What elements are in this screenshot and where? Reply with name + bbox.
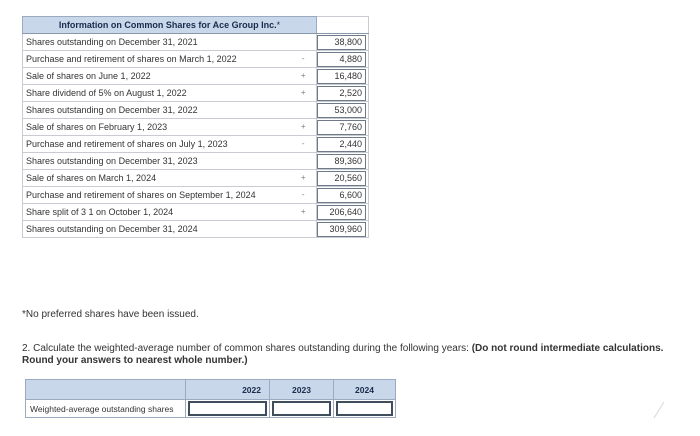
share-info-label: Share split of 3 1 on October 1, 2024 — [23, 204, 291, 221]
share-info-value-cell — [317, 34, 369, 51]
share-info-label: Share dividend of 5% on August 1, 2022 — [23, 85, 291, 102]
share-info-table — [22, 16, 369, 238]
answer-header-2023: 2023 — [270, 380, 334, 400]
share-info-sign: + — [291, 68, 317, 85]
share-info-value-cell — [317, 153, 369, 170]
answer-header-row — [26, 380, 396, 400]
share-info-sign: + — [291, 170, 317, 187]
footnote: *No preferred shares have been issued. — [22, 309, 199, 320]
share-info-label: Purchase and retirement of shares on September 1, 2024 — [23, 187, 291, 204]
share-info-label: Purchase and retirement of shares on July 1, 2023 — [23, 136, 291, 153]
share-info-value-cell — [317, 102, 369, 119]
share-info-value-cell — [317, 221, 369, 238]
share-info-value-cell — [317, 170, 369, 187]
question-prompt: 2. Calculate the weighted-average number of common shares outstanding during the following years: — [22, 343, 469, 354]
share-info-row — [23, 187, 369, 204]
answer-cell-2023 — [270, 400, 334, 418]
share-info-label: Shares outstanding on December 31, 2023 — [23, 153, 291, 170]
share-info-value-cell — [317, 68, 369, 85]
share-info-sign: - — [291, 51, 317, 68]
answer-row — [26, 400, 396, 418]
answer-table — [25, 379, 396, 418]
share-info-value-cell — [317, 51, 369, 68]
share-info-body — [23, 34, 369, 238]
pen-mark-icon — [652, 400, 666, 420]
answer-input-2022[interactable] — [188, 401, 267, 416]
answer-row-label: Weighted-average outstanding shares — [26, 400, 186, 418]
share-info-sign — [291, 153, 317, 170]
share-info-label: Sale of shares on March 1, 2024 — [23, 170, 291, 187]
share-info-row — [23, 221, 369, 238]
answer-cell-2024 — [334, 400, 396, 418]
share-info-value-cell — [317, 119, 369, 136]
share-info-label: Sale of shares on February 1, 2023 — [23, 119, 291, 136]
share-info-row — [23, 204, 369, 221]
answer-cell-2022 — [186, 400, 270, 418]
share-info-value: 206,640 — [317, 205, 366, 220]
share-info-value-cell — [317, 204, 369, 221]
share-info-sign: - — [291, 187, 317, 204]
share-info-sign: + — [291, 204, 317, 221]
share-info-label: Shares outstanding on December 31, 2021 — [23, 34, 291, 51]
share-info-row — [23, 119, 369, 136]
share-info-value-cell — [317, 187, 369, 204]
share-info-row — [23, 136, 369, 153]
share-info-label: Shares outstanding on December 31, 2022 — [23, 102, 291, 119]
share-info-value: 6,600 — [317, 188, 366, 203]
share-info-row — [23, 102, 369, 119]
share-info-row — [23, 170, 369, 187]
share-info-value-cell — [317, 85, 369, 102]
share-info-value: 2,520 — [317, 86, 366, 101]
share-info-value-header — [317, 17, 369, 34]
share-info-label: Purchase and retirement of shares on March 1, 2022 — [23, 51, 291, 68]
share-info-header — [23, 17, 369, 34]
share-info-sign: + — [291, 85, 317, 102]
answer-header-2022: 2022 — [186, 380, 270, 400]
share-info-sign: - — [291, 136, 317, 153]
share-info-value: 16,480 — [317, 69, 366, 84]
share-info-sign — [291, 221, 317, 238]
share-info-sign — [291, 34, 317, 51]
share-info-value-cell — [317, 136, 369, 153]
question-text — [22, 343, 682, 367]
share-info-value: 4,880 — [317, 52, 366, 67]
share-info-value: 20,560 — [317, 171, 366, 186]
share-info-value: 89,360 — [317, 154, 366, 169]
share-info-value: 309,960 — [317, 222, 366, 237]
share-info-row — [23, 153, 369, 170]
share-info-row — [23, 51, 369, 68]
share-info-value: 53,000 — [317, 103, 366, 118]
share-info-title: Information on Common Shares for Ace Group Inc.* — [23, 17, 317, 34]
share-info-sign — [291, 102, 317, 119]
share-info-row — [23, 85, 369, 102]
share-info-value: 7,760 — [317, 120, 366, 135]
title-marker: * — [276, 20, 281, 30]
answer-input-2023[interactable] — [272, 401, 331, 416]
share-info-value: 2,440 — [317, 137, 366, 152]
share-info-sign: + — [291, 119, 317, 136]
answer-input-2024[interactable] — [336, 401, 393, 416]
share-info-row — [23, 34, 369, 51]
answer-header-2024: 2024 — [334, 380, 396, 400]
answer-header-blank — [26, 380, 186, 400]
share-info-label: Shares outstanding on December 31, 2024 — [23, 221, 291, 238]
question-instruction: (Do not round intermediate calculations. Round your answers to nearest whole number.) — [22, 343, 664, 366]
share-info-label: Sale of shares on June 1, 2022 — [23, 68, 291, 85]
share-info-value: 38,800 — [317, 35, 366, 50]
share-info-row — [23, 68, 369, 85]
